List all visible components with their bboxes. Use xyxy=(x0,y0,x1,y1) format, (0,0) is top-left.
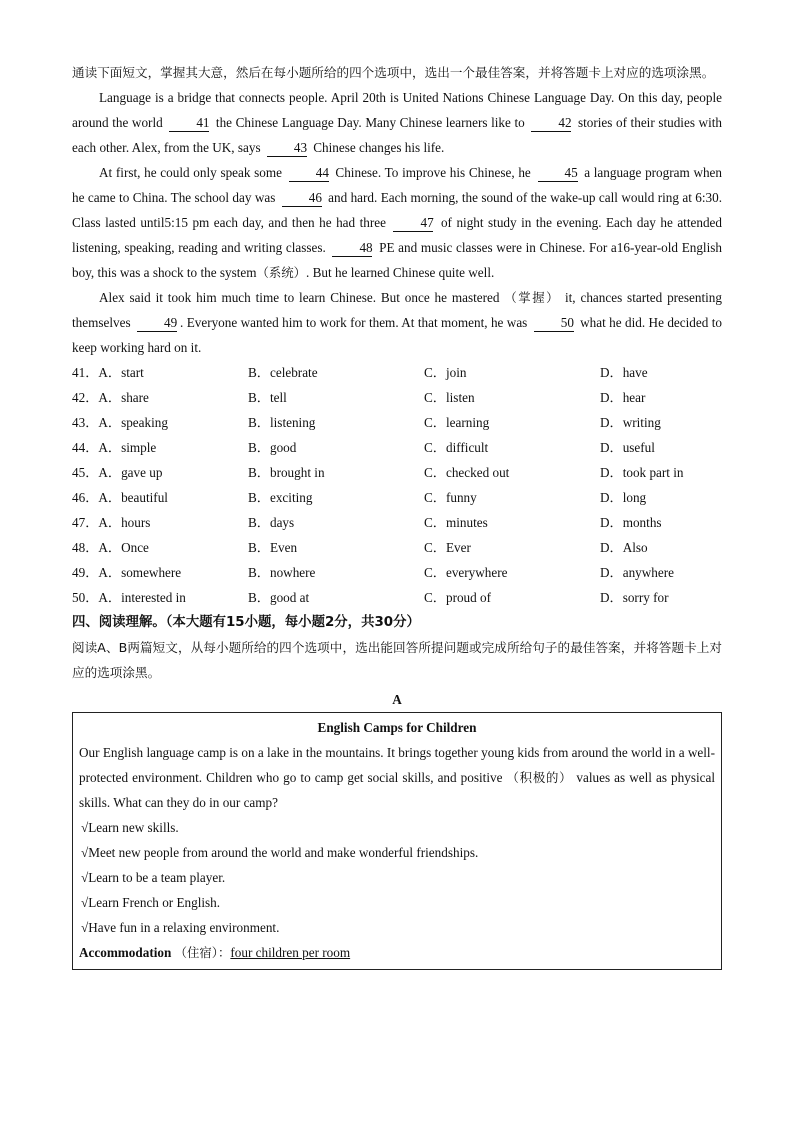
text: . Everyone wanted him to work for them. At that moment, he was xyxy=(180,315,531,330)
option-a xyxy=(72,585,248,610)
text: of night study in the evening. Each day he attended listening, speaking, reading and writing classes. xyxy=(72,215,722,255)
option-a-text: A．interested in xyxy=(98,590,186,605)
text: . But he learned Chinese quite well. xyxy=(306,265,495,280)
question-45 xyxy=(72,460,722,485)
camp-item: √Meet new people from around the world and make wonderful friendships. xyxy=(81,845,479,860)
option-d: D．have xyxy=(600,365,648,380)
option-c: C．learning xyxy=(424,415,490,430)
text: Language is a bridge that connects people. April 20th is United Nations Chinese Language Day. On this day, people around the world xyxy=(72,90,722,130)
blank-45: 45 xyxy=(538,165,578,182)
question-47 xyxy=(72,510,722,535)
exam-page xyxy=(72,60,722,970)
text: stories of their studies with each other. Alex, from the UK, says xyxy=(72,115,723,155)
option-d: D．anywhere xyxy=(600,565,674,580)
text: and hard. Each morning, the sound of the wake-up call would ring at 6:30. Class lasted until5:15 pm each day, and then he had three xyxy=(72,190,722,230)
option-b: B．listening xyxy=(248,415,316,430)
camp-box xyxy=(72,712,722,970)
option-c: C．listen xyxy=(424,390,475,405)
option-b: B．tell xyxy=(248,390,287,405)
question-number: 47． xyxy=(72,515,99,530)
text: the Chinese Language Day. Many Chinese learners like to xyxy=(212,115,529,130)
option-d: D．long xyxy=(600,490,647,505)
question-44 xyxy=(72,435,722,460)
gloss: （住宿）： xyxy=(174,945,231,960)
text: Chinese. To improve his Chinese, he xyxy=(331,165,535,180)
gloss: （掌握） xyxy=(504,290,561,305)
question-number: 44． xyxy=(72,440,99,455)
option-c: C．Ever xyxy=(424,540,471,555)
accommodation-value: four children per room xyxy=(230,945,351,960)
question-list xyxy=(72,360,722,610)
camp-item: √Have fun in a relaxing environment. xyxy=(81,920,280,935)
camp-item: √Learn to be a team player. xyxy=(81,870,226,885)
blank-42: 42 xyxy=(531,115,571,132)
option-d: D．writing xyxy=(600,415,661,430)
option-a-text: A．start xyxy=(98,365,144,380)
option-a-text: A．beautiful xyxy=(98,490,168,505)
question-number: 50． xyxy=(72,590,99,605)
blank-50: 50 xyxy=(534,315,574,332)
option-b: B．good at xyxy=(248,590,310,605)
option-c: C．proud of xyxy=(424,590,492,605)
question-48 xyxy=(72,535,722,560)
option-d: D．took part in xyxy=(600,465,684,480)
option-c: C．difficult xyxy=(424,440,489,455)
blank-41: 41 xyxy=(169,115,209,132)
option-a xyxy=(72,535,248,560)
blank-46: 46 xyxy=(282,190,322,207)
gloss: （积极的） xyxy=(506,770,573,785)
option-b: B．exciting xyxy=(248,490,313,505)
option-b: B．good xyxy=(248,440,297,455)
camp-title: English Camps for Children xyxy=(317,720,477,735)
accommodation-label: Accommodation xyxy=(79,945,172,960)
option-a xyxy=(72,410,248,435)
blank-49: 49 xyxy=(137,315,177,332)
text: PE and music classes were in Chinese. For a16-year-old English boy, this was a shock to the system xyxy=(72,240,722,280)
question-41 xyxy=(72,360,722,385)
passage-paragraph-1 xyxy=(72,85,722,160)
option-a-text: A．share xyxy=(98,390,149,405)
option-a xyxy=(72,360,248,385)
option-a-text: A．hours xyxy=(98,515,151,530)
option-a xyxy=(72,560,248,585)
option-c: C．everywhere xyxy=(424,565,508,580)
option-a xyxy=(72,460,248,485)
option-a xyxy=(72,510,248,535)
question-number: 42． xyxy=(72,390,99,405)
text: Chinese changes his life. xyxy=(309,140,445,155)
option-a-text: A．Once xyxy=(98,540,149,555)
text: it, chances started presenting themselves xyxy=(72,290,722,330)
question-46 xyxy=(72,485,722,510)
question-49 xyxy=(72,560,722,585)
reading-instruction: 阅读A、B两篇短文，从每小题所给的四个选项中，选出能回答所提问题或完成所给句子的最佳答案，并将答题卡上对应的选项涂黑。 xyxy=(72,640,722,680)
question-number: 48． xyxy=(72,540,99,555)
option-c: C．funny xyxy=(424,490,477,505)
option-b: B．Even xyxy=(248,540,298,555)
camp-item: √Learn French or English. xyxy=(81,895,221,910)
gloss: （系统） xyxy=(256,265,307,280)
option-d: D．hear xyxy=(600,390,646,405)
question-number: 45． xyxy=(72,465,99,480)
blank-43: 43 xyxy=(267,140,307,157)
option-b: B．nowhere xyxy=(248,565,316,580)
option-c: C．checked out xyxy=(424,465,510,480)
option-a xyxy=(72,485,248,510)
option-c: C．minutes xyxy=(424,515,488,530)
text: values as well as physical skills. What can they do in our camp? xyxy=(79,770,715,810)
passage-label: A xyxy=(392,692,402,707)
text: Our English language camp is on a lake in the mountains. It brings together young kids from around the world in a well-protected environment. Children who go to camp get social skills, and positive xyxy=(79,745,715,785)
option-a xyxy=(72,435,248,460)
option-d: D．sorry for xyxy=(600,590,669,605)
blank-47: 47 xyxy=(393,215,433,232)
text: Alex said it took him much time to learn Chinese. But once he mastered xyxy=(99,290,505,305)
text: At first, he could only speak some xyxy=(99,165,286,180)
question-number: 41． xyxy=(72,365,99,380)
camp-intro xyxy=(79,740,715,815)
option-d: D．useful xyxy=(600,440,655,455)
option-b: B．brought in xyxy=(248,465,325,480)
passage-paragraph-3 xyxy=(72,285,722,360)
question-number: 49． xyxy=(72,565,99,580)
camp-item: √Learn new skills. xyxy=(81,820,179,835)
option-a xyxy=(72,385,248,410)
option-d: D．Also xyxy=(600,540,648,555)
option-c: C．join xyxy=(424,365,467,380)
option-b: B．days xyxy=(248,515,295,530)
question-number: 46． xyxy=(72,490,99,505)
section-heading: 四、阅读理解。（本大题有15小题，每小题2分，共30分） xyxy=(72,615,420,630)
option-a-text: A．simple xyxy=(98,440,157,455)
option-a-text: A．speaking xyxy=(98,415,168,430)
cloze-instruction: 通读下面短文，掌握其大意，然后在每小题所给的四个选项中，选出一个最佳答案，并将答题卡上对应的选项涂黑。 xyxy=(72,65,715,80)
question-50 xyxy=(72,585,722,610)
question-43 xyxy=(72,410,722,435)
option-d: D．months xyxy=(600,515,662,530)
passage-paragraph-2 xyxy=(72,160,722,285)
question-number: 43． xyxy=(72,415,99,430)
blank-48: 48 xyxy=(332,240,372,257)
text: a language program when he came to China. The school day was xyxy=(72,165,723,205)
blank-44: 44 xyxy=(289,165,329,182)
option-b: B．celebrate xyxy=(248,365,318,380)
option-a-text: A．somewhere xyxy=(98,565,182,580)
accommodation-line xyxy=(79,940,715,965)
option-a-text: A．gave up xyxy=(98,465,163,480)
question-42 xyxy=(72,385,722,410)
text: what he did. He decided to keep working hard on it. xyxy=(72,315,722,355)
